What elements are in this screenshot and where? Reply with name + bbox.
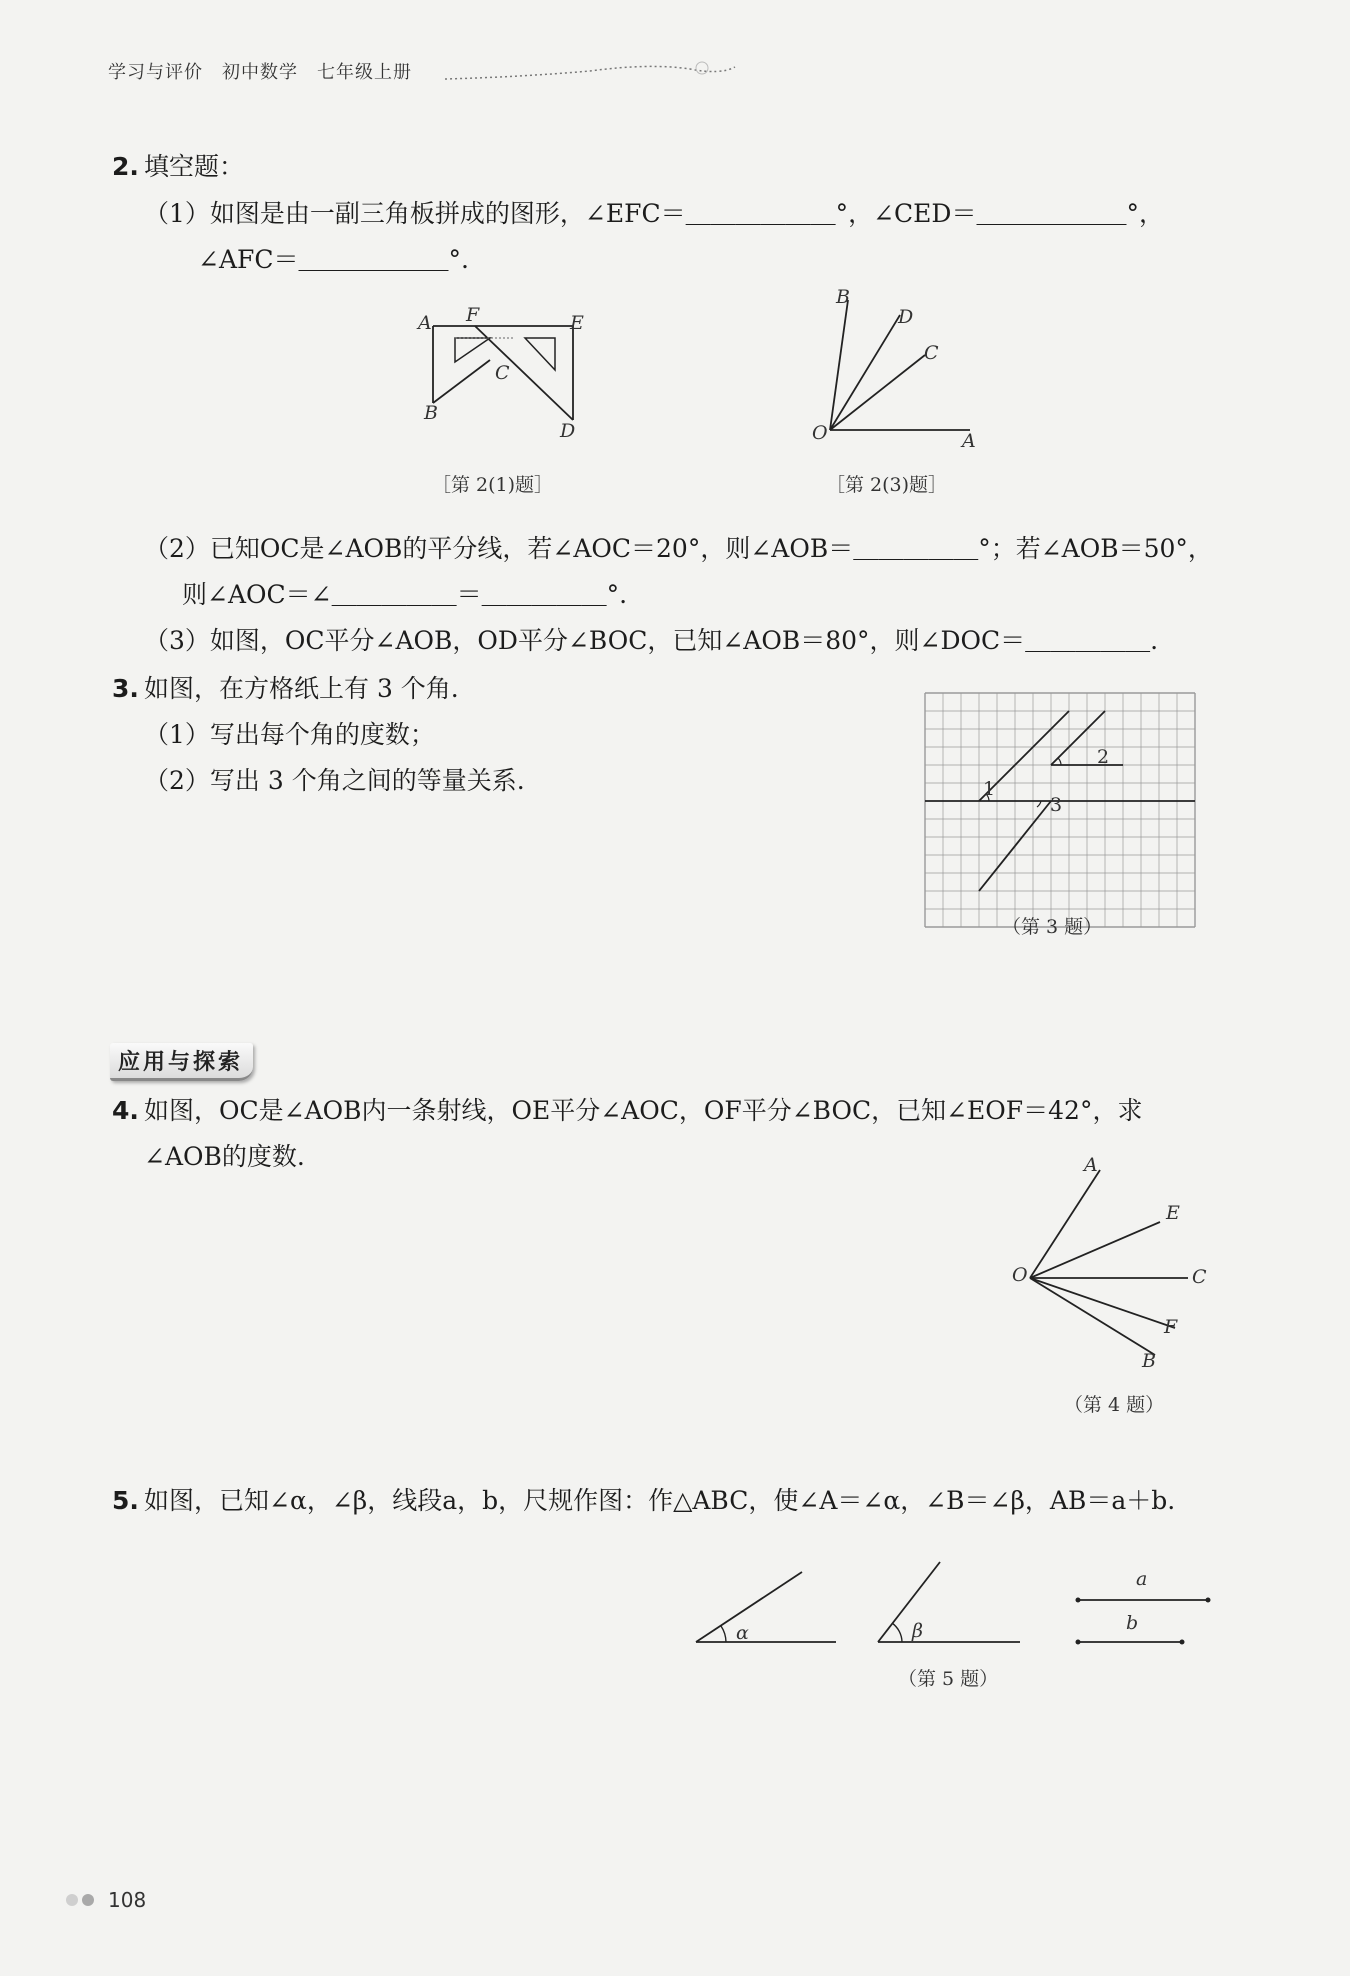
q3-number: 3. (112, 674, 139, 703)
q3-title: 如图，在方格纸上有 3 个角. (144, 674, 459, 703)
q5-text: 如图，已知∠α，∠β，线段a，b，尺规作图：作△ABC，使∠A＝∠α，∠B＝∠β，AB＝a＋b. (144, 1486, 1176, 1515)
q4-number: 4. (112, 1096, 139, 1125)
fig1-label-E: E (570, 312, 584, 334)
grid-angle-label-2: 2 (1097, 746, 1110, 768)
q5-number: 5. (112, 1486, 139, 1515)
q4-line1: 如图，OC是∠AOB内一条射线，OE平分∠AOC，OF平分∠BOC，已知∠EOF＝42°，求 (144, 1096, 1143, 1125)
fig1-label-C: C (495, 362, 510, 384)
fig1-label-A: A (418, 312, 432, 334)
fig3-label-B: B (836, 286, 850, 308)
fig3-label-C: C (924, 342, 939, 364)
page-number: 108 (108, 1888, 147, 1912)
q2-part1-line2: ∠AFC＝＿＿＿＿＿＿°. (198, 245, 469, 274)
fig4-label-B: B (1142, 1350, 1156, 1372)
q2-title: 填空题： (144, 152, 245, 181)
figure-4-rays (1010, 1150, 1210, 1380)
fig4-label-E: E (1166, 1202, 1180, 1224)
grid-angle-label-1: 1 (983, 778, 996, 800)
figure-5-angles-segments (690, 1560, 1230, 1650)
fig4-label-F: F (1164, 1316, 1178, 1338)
fig5-label-alpha: α (736, 1622, 749, 1644)
fig3-label-A: A (962, 430, 976, 452)
header-dotted-wave (440, 55, 740, 85)
fig5-label-a: a (1136, 1568, 1148, 1590)
q4-line2: ∠AOB的度数. (144, 1142, 305, 1171)
fig1-label-F: F (466, 304, 480, 326)
q2-part1-line1: （1）如图是由一副三角板拼成的图形，∠EFC＝＿＿＿＿＿＿°，∠CED＝＿＿＿＿＿＿°， (144, 199, 1164, 228)
footer-dots (64, 1892, 104, 1908)
running-header: 学习与评价 初中数学 七年级上册 (108, 62, 412, 83)
fig4-label-A: A (1084, 1154, 1098, 1176)
q3-sub1: （1）写出每个角的度数； (144, 720, 435, 749)
fig1-label-D: D (560, 420, 576, 442)
q2-part2-line1: （2）已知OC是∠AOB的平分线，若∠AOC＝20°，则∠AOB＝＿＿＿＿＿°；若∠AOB＝50°， (144, 534, 1213, 563)
q2-part3: （3）如图，OC平分∠AOB，OD平分∠BOC，已知∠AOB＝80°，则∠DOC＝＿＿＿＿＿. (144, 626, 1159, 655)
fig5-label-beta: β (912, 1620, 923, 1642)
q4-caption: （第 4 题） (1064, 1394, 1165, 1416)
q5-caption: （第 5 题） (898, 1668, 999, 1690)
fig3-caption: ［第 2(3)题］ (826, 474, 948, 496)
fig3-label-D: D (898, 306, 914, 328)
fig3-label-O: O (812, 422, 828, 444)
fig1-caption: ［第 2(1)题］ (432, 474, 554, 496)
fig5-label-b: b (1126, 1612, 1139, 1634)
section-title-badge: 应用与探索 (110, 1043, 253, 1081)
q3-caption: （第 3 题） (1002, 916, 1103, 938)
q3-sub2: （2）写出 3 个角之间的等量关系. (144, 766, 525, 795)
fig1-label-B: B (424, 402, 438, 424)
fig4-label-C: C (1192, 1266, 1207, 1288)
q2-number: 2. (112, 152, 139, 181)
q2-part2-line2: 则∠AOC＝∠＿＿＿＿＿＝＿＿＿＿＿°. (182, 580, 628, 609)
fig4-label-O: O (1012, 1264, 1028, 1286)
grid-angle-label-3: 3 (1050, 794, 1063, 816)
